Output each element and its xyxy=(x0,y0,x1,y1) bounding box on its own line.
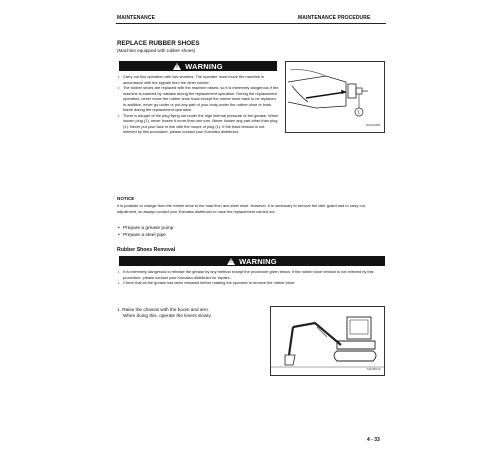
warning-bullet: • The rubber shoes are replaced with the machine raised, so it is extremely dangerous if the machine is lowered by mistake during the replacement operation. During the replacement operation, never move the rubber shoe track except the rubber shoe track to be replaced. In addition, never go under or put any part of your body under the rubber shoe or track frame during the replacement operation. xyxy=(117,85,279,113)
excavator-figure xyxy=(270,306,385,376)
step-line-1: Raise the chassis with the boom and arm. xyxy=(122,307,210,312)
warning-label-2: WARNING xyxy=(239,256,277,266)
warning-bullet: • Carry out this operation with two workers. The operator must move the machine in accordance with the signals from the other worker. xyxy=(117,74,279,85)
warning-label: WARNING xyxy=(185,61,223,71)
warning-bullet: • There is danger of the plug flying out under the high internal pressure of the grease. When loosen plug (1), never loosen it more than one turn. Never loosen any part other than plug (1). Never put your face in line with the mount of plug (1). If the track tension is not relieved by this procedure, please contact your Komatsu distributor. xyxy=(117,113,279,135)
step-number: 1. xyxy=(117,307,121,312)
preparation-list xyxy=(117,226,317,239)
header-section-label: MAINTENANCE xyxy=(117,15,156,21)
prep-item: • Prepare a grease pump xyxy=(117,226,317,233)
step-1 xyxy=(117,307,267,319)
warning-triangle-icon xyxy=(227,258,235,265)
warning-triangle-icon xyxy=(173,63,181,70)
section-subtitle: (Machine equipped with rubber shoes) xyxy=(117,48,196,53)
warning-text-block xyxy=(117,74,279,135)
warning-banner xyxy=(119,61,277,71)
warning-bullet: • It is extremely dangerous to release the grease by any method except the procedure given below. If the rubber shoe tension is not relieved by this procedure, please contact your Komatsu distributor for repairs. xyxy=(117,269,385,280)
step-line-2: When doing this, operate the levers slowly. xyxy=(123,313,212,319)
excavator-raised-illustration xyxy=(271,307,384,375)
prep-item: • Prepare a steel pipe xyxy=(117,233,317,240)
figure-caption: DLMU1883 xyxy=(366,123,381,127)
page-number: 4 - 33 xyxy=(367,437,380,443)
subsection-title: Rubber Shoes Removal xyxy=(117,247,176,253)
warning-bullet: • Check that all the grease has been released before rotating the sprocket to remove the rubber shoe. xyxy=(117,280,385,286)
notice-title: NOTICE xyxy=(117,196,135,201)
warning-text-block-2 xyxy=(117,269,385,286)
track-frame-illustration xyxy=(286,62,384,132)
header-rule xyxy=(116,23,386,24)
warning-banner-2 xyxy=(119,256,385,266)
plug-callout-number: 1 xyxy=(357,109,361,115)
figure-caption-2: TEUS0110 xyxy=(367,367,381,371)
section-title: REPLACE RUBBER SHOES xyxy=(117,40,200,47)
header-chapter-label: MAINTENANCE PROCEDURE xyxy=(298,15,371,21)
notice-text: It is possible to change from the rubber shoe to the road liner and steel shoe. However, it is necessary to remove the idler guard and to carry out adjustment, so always contact your Komatsu distributor to have the replacement carried out. xyxy=(117,203,365,214)
